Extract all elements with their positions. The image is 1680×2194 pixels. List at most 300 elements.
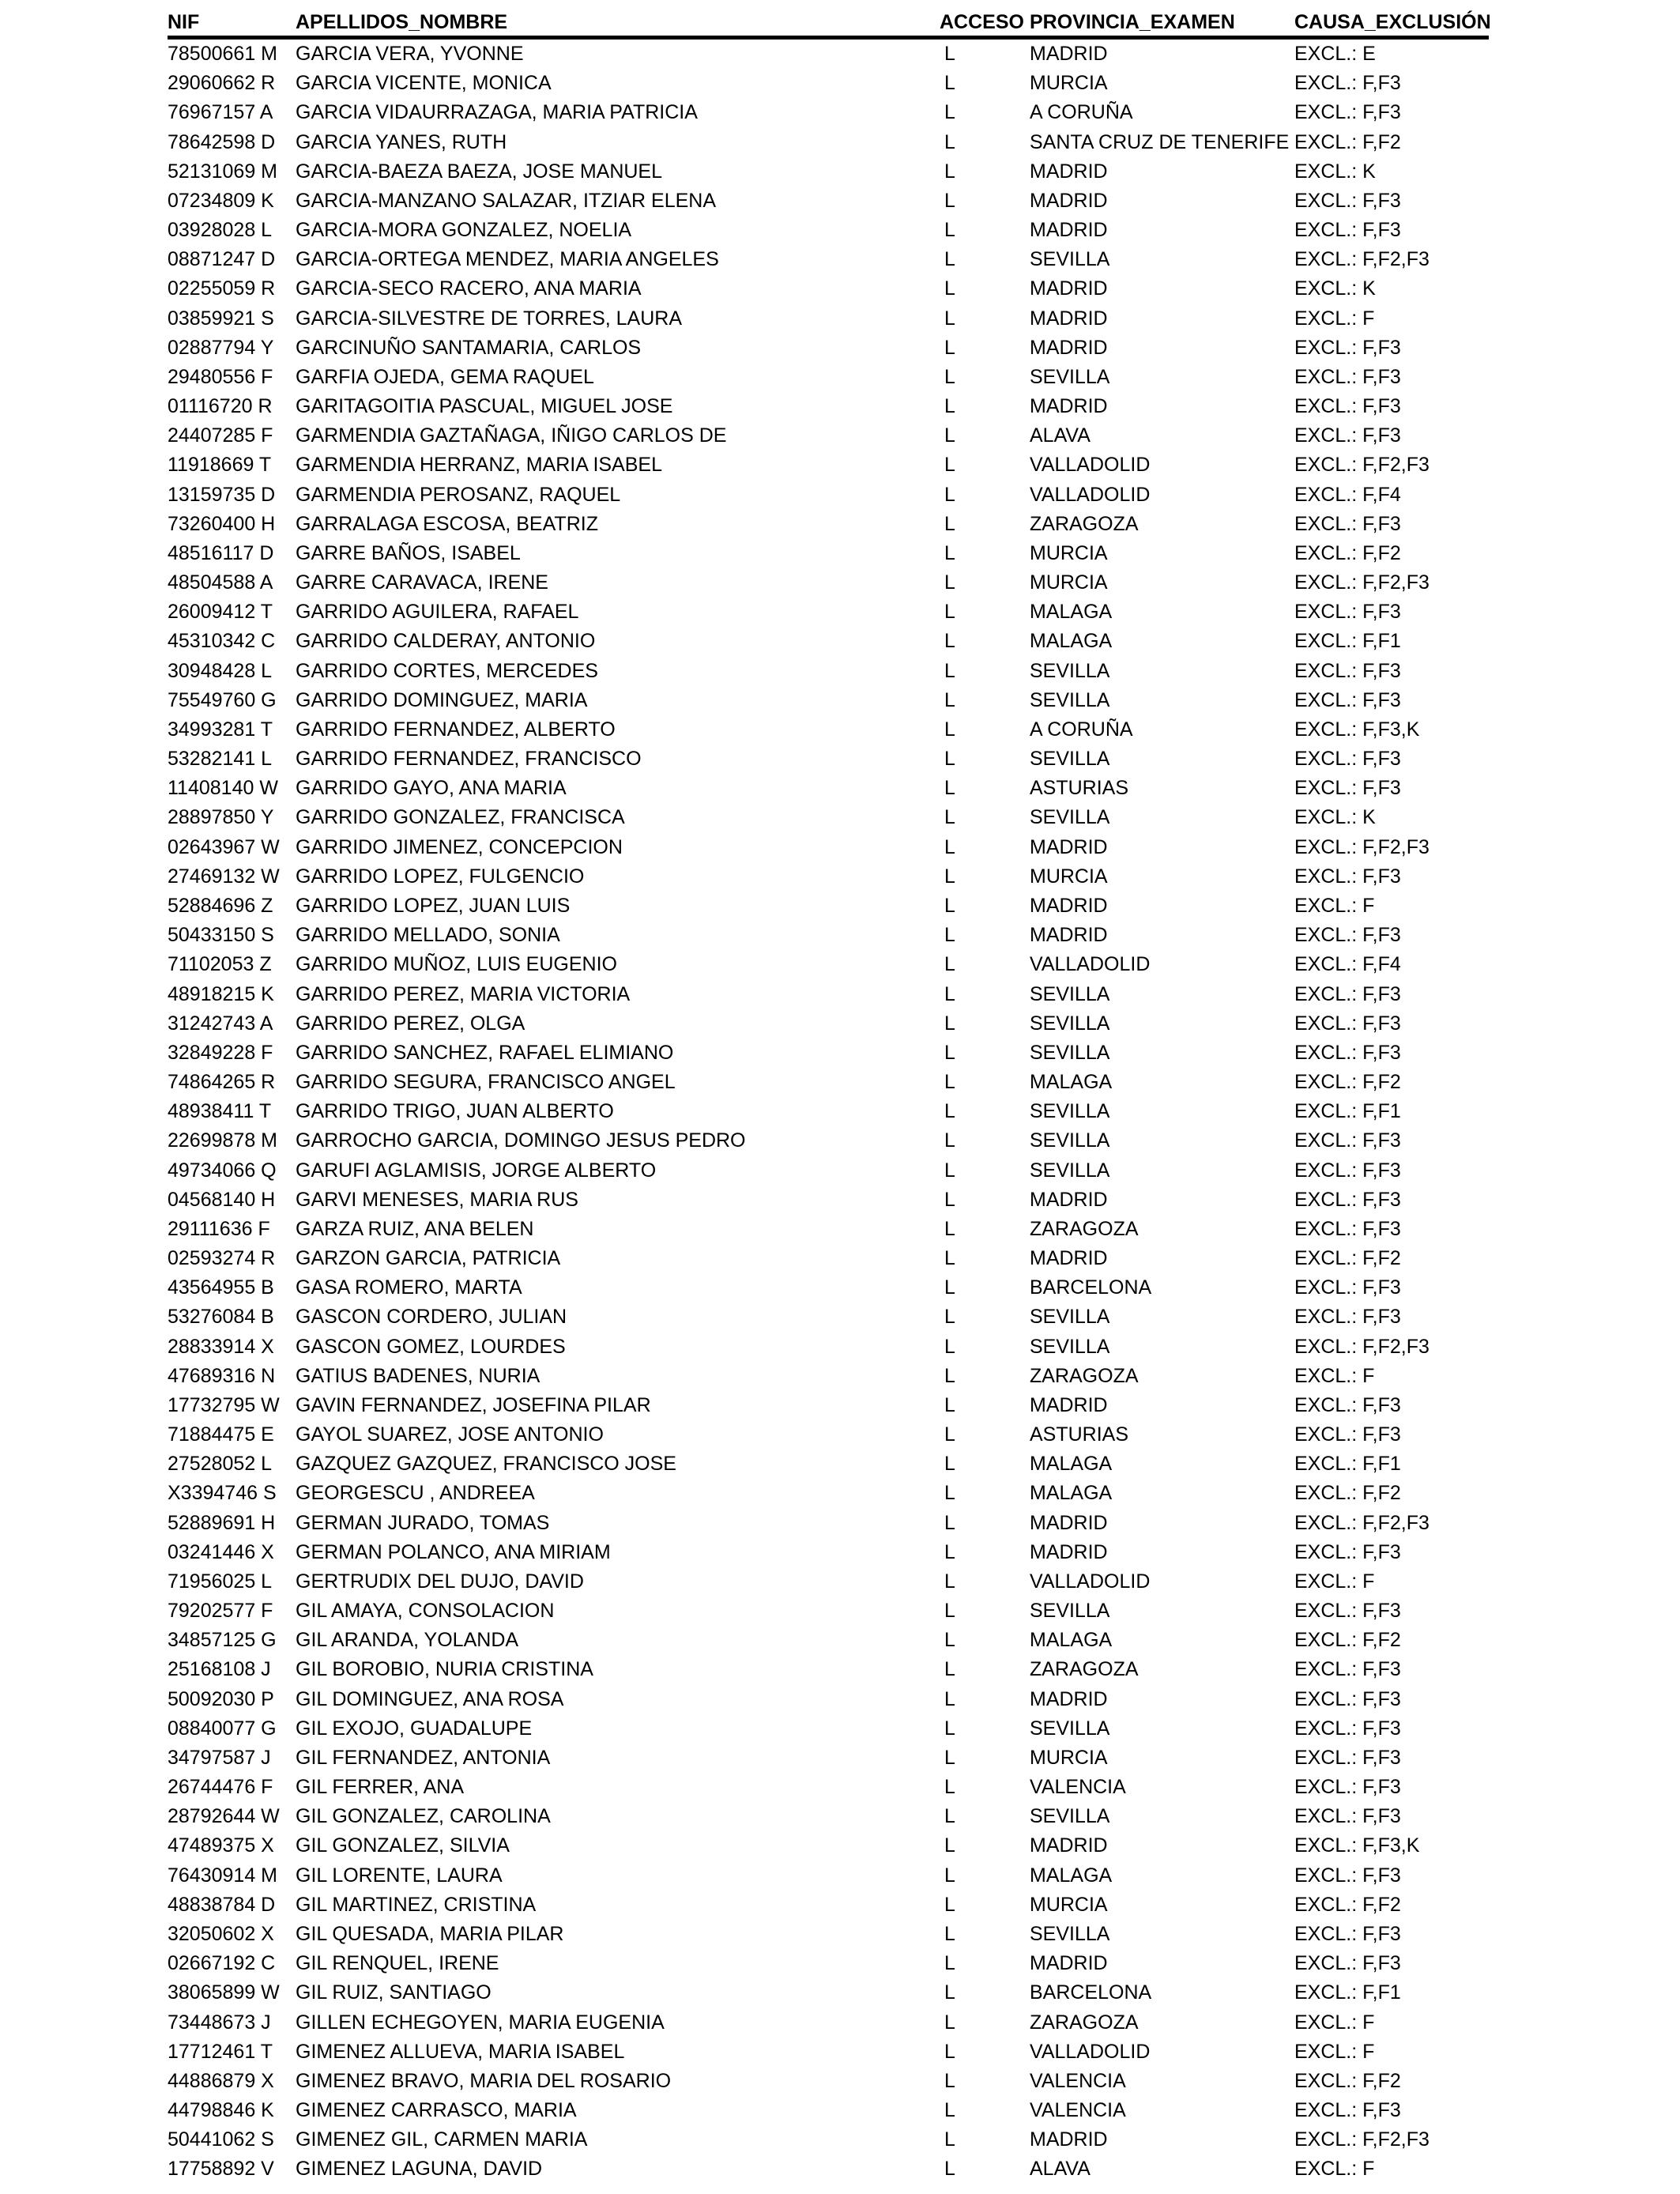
cell-causa: EXCL.: K (1294, 277, 1376, 300)
cell-causa: EXCL.: F,F1 (1294, 1100, 1401, 1123)
cell-acceso: L (944, 1746, 955, 1769)
cell-name: GATIUS BADENES, NURIA (296, 1364, 541, 1387)
cell-provincia: SANTA CRUZ DE TENERIFE (1030, 130, 1290, 153)
cell-acceso: L (944, 2040, 955, 2063)
cell-name: GIL BOROBIO, NURIA CRISTINA (296, 1658, 593, 1681)
table-row (168, 1891, 1489, 1920)
cell-causa: EXCL.: F,F1 (1294, 1453, 1401, 1476)
cell-nif: 47489375 X (168, 1834, 274, 1857)
table-row (168, 1626, 1489, 1655)
cell-provincia: SEVILLA (1030, 806, 1110, 829)
table-row (168, 1861, 1489, 1891)
cell-name: GASCON GOMEZ, LOURDES (296, 1335, 566, 1358)
cell-name: GARRIDO SANCHEZ, RAFAEL ELIMIANO (296, 1041, 674, 1064)
cell-nif: 02255059 R (168, 277, 276, 300)
table-row (168, 421, 1489, 450)
table-row (168, 481, 1489, 510)
cell-name: GARCINUÑO SANTAMARIA, CARLOS (296, 336, 642, 359)
cell-acceso: L (944, 101, 955, 124)
table-row (168, 1273, 1489, 1302)
cell-nif: 29480556 F (168, 365, 273, 388)
cell-provincia: MURCIA (1030, 1746, 1108, 1769)
cell-acceso: L (944, 189, 955, 212)
cell-name: GARRIDO GONZALEZ, FRANCISCA (296, 806, 625, 829)
cell-causa: EXCL.: F,F3,K (1294, 1834, 1420, 1857)
table-row (168, 745, 1489, 774)
cell-causa: EXCL.: F,F3 (1294, 982, 1401, 1005)
cell-provincia: MALAGA (1030, 1453, 1113, 1476)
cell-name: GARRIDO PEREZ, MARIA VICTORIA (296, 982, 631, 1005)
cell-nif: 34993281 T (168, 718, 273, 741)
cell-nif: 32050602 X (168, 1923, 274, 1945)
cell-causa: EXCL.: F,F2 (1294, 1629, 1401, 1652)
cell-nif: 22699878 M (168, 1129, 278, 1152)
cell-causa: EXCL.: F,F3 (1294, 1306, 1401, 1329)
cell-acceso: L (944, 248, 955, 271)
cell-name: GARCIA-MANZANO SALAZAR, ITZIAR ELENA (296, 189, 717, 212)
cell-provincia: SEVILLA (1030, 659, 1110, 682)
cell-provincia: MALAGA (1030, 630, 1113, 653)
cell-nif: 24407285 F (168, 424, 273, 447)
cell-causa: EXCL.: F,F3 (1294, 1717, 1401, 1740)
cell-nif: 07234809 K (168, 189, 274, 212)
cell-causa: EXCL.: F,F3 (1294, 659, 1401, 682)
cell-causa: EXCL.: F,F3 (1294, 101, 1401, 124)
cell-nif: 28897850 Y (168, 806, 274, 829)
cell-causa: EXCL.: F,F3 (1294, 1746, 1401, 1769)
table-row (168, 1333, 1489, 1362)
cell-acceso: L (944, 688, 955, 711)
cell-name: GARCIA-BAEZA BAEZA, JOSE MANUEL (296, 160, 663, 183)
cell-acceso: L (944, 160, 955, 183)
cell-acceso: L (944, 2158, 955, 2181)
cell-causa: EXCL.: F (1294, 1570, 1375, 1593)
table-row (168, 1596, 1489, 1626)
cell-nif: 27528052 L (168, 1453, 273, 1476)
cell-name: GEORGESCU , ANDREEA (296, 1482, 535, 1505)
cell-acceso: L (944, 2099, 955, 2122)
cell-acceso: L (944, 1071, 955, 1094)
cell-acceso: L (944, 953, 955, 976)
cell-causa: EXCL.: F,F3 (1294, 365, 1401, 388)
cell-nif: 01116720 R (168, 395, 273, 418)
table-row (168, 2067, 1489, 2096)
table-row (168, 657, 1489, 686)
cell-provincia: SEVILLA (1030, 1100, 1110, 1123)
cell-nif: 76430914 M (168, 1864, 278, 1887)
table-row (168, 803, 1489, 832)
cell-provincia: VALENCIA (1030, 2099, 1126, 2122)
cell-acceso: L (944, 718, 955, 741)
cell-causa: EXCL.: F,F1 (1294, 1981, 1401, 2004)
cell-nif: 30948428 L (168, 659, 273, 682)
cell-causa: EXCL.: F,F3 (1294, 1540, 1401, 1563)
cell-name: GARUFI AGLAMISIS, JORGE ALBERTO (296, 1159, 657, 1182)
cell-acceso: L (944, 1540, 955, 1563)
cell-nif: 50092030 P (168, 1687, 274, 1710)
cell-name: GARRIDO TRIGO, JUAN ALBERTO (296, 1100, 614, 1123)
cell-name: GARMENDIA PEROSANZ, RAQUEL (296, 483, 621, 506)
cell-provincia: SEVILLA (1030, 1600, 1110, 1623)
table-row (168, 539, 1489, 568)
table-row (168, 1685, 1489, 1714)
cell-name: GARRIDO AGUILERA, RAFAEL (296, 601, 579, 624)
cell-name: GARRIDO JIMENEZ, CONCEPCION (296, 835, 623, 858)
cell-provincia: MALAGA (1030, 1864, 1113, 1887)
cell-causa: EXCL.: F,F3 (1294, 1188, 1401, 1211)
cell-acceso: L (944, 395, 955, 418)
cell-acceso: L (944, 1805, 955, 1828)
cell-nif: 26009412 T (168, 601, 273, 624)
cell-provincia: VALENCIA (1030, 1776, 1126, 1799)
cell-name: GIL DOMINGUEZ, ANA ROSA (296, 1687, 564, 1710)
cell-acceso: L (944, 630, 955, 653)
cell-nif: 47689316 N (168, 1364, 276, 1387)
cell-provincia: MADRID (1030, 1393, 1108, 1416)
header-causa: CAUSA_EXCLUSIÓN (1294, 11, 1491, 33)
cell-nif: 03859921 S (168, 307, 274, 330)
cell-causa: EXCL.: F (1294, 307, 1375, 330)
table-row (168, 98, 1489, 127)
cell-nif: 17712461 T (168, 2040, 273, 2063)
table-row (168, 1538, 1489, 1567)
cell-provincia: BARCELONA (1030, 1276, 1152, 1299)
table-row (168, 1831, 1489, 1860)
cell-causa: EXCL.: F,F2 (1294, 541, 1401, 564)
cell-nif: 29111636 F (168, 1217, 270, 1240)
cell-name: GARRIDO LOPEZ, FULGENCIO (296, 865, 585, 888)
cell-causa: EXCL.: F,F2 (1294, 1071, 1401, 1094)
cell-provincia: MADRID (1030, 924, 1108, 947)
cell-acceso: L (944, 659, 955, 682)
cell-acceso: L (944, 1893, 955, 1916)
cell-name: GERTRUDIX DEL DUJO, DAVID (296, 1570, 584, 1593)
cell-acceso: L (944, 1834, 955, 1857)
table-row (168, 510, 1489, 539)
table-row (168, 216, 1489, 245)
table-row (168, 980, 1489, 1009)
cell-provincia: MADRID (1030, 1834, 1108, 1857)
cell-nif: X3394746 S (168, 1482, 277, 1505)
cell-nif: 11408140 W (168, 777, 278, 800)
cell-provincia: ASTURIAS (1030, 777, 1129, 800)
table-row (168, 1097, 1489, 1126)
cell-causa: EXCL.: K (1294, 806, 1376, 829)
table-row (168, 304, 1489, 334)
cell-name: GARCIA-SECO RACERO, ANA MARIA (296, 277, 642, 300)
cell-causa: EXCL.: F,F3 (1294, 1129, 1401, 1152)
cell-causa: EXCL.: F,F3 (1294, 1393, 1401, 1416)
cell-acceso: L (944, 571, 955, 594)
cell-nif: 08840077 G (168, 1717, 277, 1740)
table-row (168, 450, 1489, 480)
cell-acceso: L (944, 835, 955, 858)
cell-name: GARZON GARCIA, PATRICIA (296, 1247, 561, 1270)
cell-nif: 32849228 F (168, 1041, 273, 1064)
cell-acceso: L (944, 924, 955, 947)
cell-causa: EXCL.: F,F3 (1294, 72, 1401, 95)
cell-causa: EXCL.: F (1294, 2040, 1375, 2063)
table-row (168, 1009, 1489, 1039)
cell-name: GARITAGOITIA PASCUAL, MIGUEL JOSE (296, 395, 673, 418)
cell-provincia: VALLADOLID (1030, 483, 1151, 506)
table-row (168, 627, 1489, 656)
cell-causa: EXCL.: F,F3 (1294, 1276, 1401, 1299)
cell-causa: EXCL.: E (1294, 43, 1376, 65)
cell-causa: EXCL.: F,F3 (1294, 1658, 1401, 1681)
table-row (168, 1714, 1489, 1744)
cell-acceso: L (944, 1217, 955, 1240)
cell-causa: EXCL.: F,F3 (1294, 1805, 1401, 1828)
cell-name: GARRE BAÑOS, ISABEL (296, 541, 521, 564)
cell-name: GIL ARANDA, YOLANDA (296, 1629, 519, 1652)
cell-acceso: L (944, 541, 955, 564)
header-nif: NIF (168, 11, 200, 33)
cell-provincia: SEVILLA (1030, 982, 1110, 1005)
cell-causa: EXCL.: F,F2 (1294, 1893, 1401, 1916)
cell-provincia: MADRID (1030, 1540, 1108, 1563)
cell-name: GARRIDO CALDERAY, ANTONIO (296, 630, 596, 653)
cell-causa: EXCL.: F,F3 (1294, 1952, 1401, 1975)
cell-nif: 11918669 T (168, 454, 272, 477)
cell-name: GIMENEZ BRAVO, MARIA DEL ROSARIO (296, 2069, 672, 2092)
cell-acceso: L (944, 1276, 955, 1299)
cell-provincia: MALAGA (1030, 1482, 1113, 1505)
cell-nif: 29060662 R (168, 72, 276, 95)
cell-provincia: ZARAGOZA (1030, 2011, 1139, 2034)
cell-name: GARRIDO FERNANDEZ, FRANCISCO (296, 748, 642, 771)
cell-nif: 48516117 D (168, 541, 274, 564)
cell-nif: 75549760 G (168, 688, 277, 711)
cell-name: GIL FERNANDEZ, ANTONIA (296, 1746, 551, 1769)
cell-nif: 02593274 R (168, 1247, 276, 1270)
cell-acceso: L (944, 1188, 955, 1211)
cell-name: GIL MARTINEZ, CRISTINA (296, 1893, 537, 1916)
cell-provincia: A CORUÑA (1030, 718, 1133, 741)
cell-acceso: L (944, 424, 955, 447)
cell-acceso: L (944, 777, 955, 800)
cell-acceso: L (944, 1100, 955, 1123)
cell-causa: EXCL.: F,F2,F3 (1294, 454, 1430, 477)
cell-acceso: L (944, 865, 955, 888)
cell-causa: EXCL.: F,F3 (1294, 1864, 1401, 1887)
table-row (168, 1186, 1489, 1215)
cell-nif: 13159735 D (168, 483, 276, 506)
cell-provincia: MADRID (1030, 189, 1108, 212)
table-row (168, 1567, 1489, 1596)
cell-name: GARRIDO FERNANDEZ, ALBERTO (296, 718, 616, 741)
table-row (168, 334, 1489, 363)
cell-provincia: SEVILLA (1030, 1923, 1110, 1945)
cell-provincia: ZARAGOZA (1030, 1658, 1139, 1681)
table-row (168, 40, 1489, 69)
cell-name: GIMENEZ LAGUNA, DAVID (296, 2158, 543, 2181)
cell-name: GARCIA-ORTEGA MENDEZ, MARIA ANGELES (296, 248, 719, 271)
cell-causa: EXCL.: F,F3,K (1294, 718, 1420, 741)
table-row (168, 1949, 1489, 1978)
cell-name: GAYOL SUAREZ, JOSE ANTONIO (296, 1423, 604, 1446)
cell-nif: 03241446 X (168, 1540, 274, 1563)
cell-nif: 52131069 M (168, 160, 278, 183)
table-row (168, 1744, 1489, 1773)
cell-causa: EXCL.: F,F2 (1294, 1247, 1401, 1270)
cell-name: GARRIDO GAYO, ANA MARIA (296, 777, 567, 800)
table-row (168, 1126, 1489, 1155)
header-provincia: PROVINCIA_EXAMEN (1030, 11, 1235, 33)
cell-causa: EXCL.: F,F2 (1294, 2069, 1401, 2092)
cell-nif: 78500661 M (168, 43, 278, 65)
cell-name: GASA ROMERO, MARTA (296, 1276, 522, 1299)
cell-nif: 48838784 D (168, 1893, 276, 1916)
cell-nif: 26744476 F (168, 1776, 273, 1799)
cell-provincia: ZARAGOZA (1030, 1364, 1139, 1387)
table-row (168, 1978, 1489, 2007)
cell-acceso: L (944, 1864, 955, 1887)
table-row (168, 1420, 1489, 1449)
cell-nif: 28833914 X (168, 1335, 274, 1358)
cell-causa: EXCL.: F,F2,F3 (1294, 2128, 1430, 2151)
cell-acceso: L (944, 1600, 955, 1623)
cell-name: GILLEN ECHEGOYEN, MARIA EUGENIA (296, 2011, 665, 2034)
cell-acceso: L (944, 982, 955, 1005)
cell-name: GIMENEZ CARRASCO, MARIA (296, 2099, 577, 2122)
cell-causa: EXCL.: F (1294, 2011, 1375, 2034)
cell-acceso: L (944, 1717, 955, 1740)
cell-acceso: L (944, 277, 955, 300)
cell-nif: 44886879 X (168, 2069, 274, 2092)
cell-acceso: L (944, 2011, 955, 2034)
table-row (168, 1655, 1489, 1684)
cell-nif: 53282141 L (168, 748, 273, 771)
cell-acceso: L (944, 72, 955, 95)
cell-provincia: MADRID (1030, 1687, 1108, 1710)
cell-acceso: L (944, 894, 955, 917)
table-row (168, 892, 1489, 921)
table-row (168, 1244, 1489, 1273)
table-row (168, 921, 1489, 950)
cell-provincia: VALLADOLID (1030, 953, 1151, 976)
cell-causa: EXCL.: F,F3 (1294, 777, 1401, 800)
cell-causa: EXCL.: F,F3 (1294, 219, 1401, 242)
cell-name: GIL QUESADA, MARIA PILAR (296, 1923, 564, 1945)
cell-acceso: L (944, 1335, 955, 1358)
cell-acceso: L (944, 1570, 955, 1593)
cell-name: GARROCHO GARCIA, DOMINGO JESUS PEDRO (296, 1129, 746, 1152)
cell-causa: EXCL.: F,F3 (1294, 2099, 1401, 2122)
cell-name: GARRIDO SEGURA, FRANCISCO ANGEL (296, 1071, 676, 1094)
cell-causa: EXCL.: F,F3 (1294, 1923, 1401, 1945)
cell-name: GARRALAGA ESCOSA, BEATRIZ (296, 512, 598, 535)
cell-provincia: MURCIA (1030, 571, 1108, 594)
cell-nif: 44798846 K (168, 2099, 274, 2122)
cell-causa: EXCL.: F,F3 (1294, 1217, 1401, 1240)
table-row (168, 1039, 1489, 1068)
cell-nif: 78642598 D (168, 130, 276, 153)
cell-nif: 17732795 W (168, 1393, 280, 1416)
cell-acceso: L (944, 806, 955, 829)
cell-name: GASCON CORDERO, JULIAN (296, 1306, 567, 1329)
cell-name: GERMAN JURADO, TOMAS (296, 1511, 550, 1534)
cell-name: GARCIA VIDAURRAZAGA, MARIA PATRICIA (296, 101, 698, 124)
cell-nif: 04568140 H (168, 1188, 276, 1211)
cell-causa: EXCL.: F,F3 (1294, 189, 1401, 212)
cell-provincia: MALAGA (1030, 1629, 1113, 1652)
cell-nif: 74864265 R (168, 1071, 276, 1094)
header-name: APELLIDOS_NOMBRE (296, 11, 508, 33)
cell-nif: 76967157 A (168, 101, 273, 124)
table-row (168, 1391, 1489, 1420)
cell-nif: 38065899 W (168, 1981, 280, 2004)
cell-causa: EXCL.: F,F3 (1294, 424, 1401, 447)
cell-acceso: L (944, 1776, 955, 1799)
cell-name: GARRIDO DOMINGUEZ, MARIA (296, 688, 588, 711)
cell-acceso: L (944, 1393, 955, 1416)
cell-name: GAZQUEZ GAZQUEZ, FRANCISCO JOSE (296, 1453, 676, 1476)
cell-name: GIMENEZ GIL, CARMEN MARIA (296, 2128, 588, 2151)
cell-causa: EXCL.: F,F1 (1294, 630, 1401, 653)
cell-causa: EXCL.: F,F3 (1294, 1012, 1401, 1035)
cell-provincia: MURCIA (1030, 865, 1108, 888)
cell-nif: 71102053 Z (168, 953, 272, 976)
table-row (168, 1068, 1489, 1097)
cell-acceso: L (944, 1482, 955, 1505)
cell-provincia: SEVILLA (1030, 365, 1110, 388)
cell-name: GIL GONZALEZ, SILVIA (296, 1834, 510, 1857)
cell-name: GIL RENQUEL, IRENE (296, 1952, 499, 1975)
table-row (168, 1215, 1489, 1244)
cell-causa: EXCL.: F,F2 (1294, 1482, 1401, 1505)
cell-provincia: VALLADOLID (1030, 1570, 1151, 1593)
cell-nif: 73448673 J (168, 2011, 271, 2034)
cell-nif: 48918215 K (168, 982, 274, 1005)
cell-causa: EXCL.: F,F3 (1294, 512, 1401, 535)
cell-acceso: L (944, 1629, 955, 1652)
cell-causa: EXCL.: F,F3 (1294, 865, 1401, 888)
exclusion-table (168, 6, 1489, 2185)
cell-acceso: L (944, 336, 955, 359)
table-row (168, 2096, 1489, 2125)
cell-provincia: MALAGA (1030, 601, 1113, 624)
table-row (168, 862, 1489, 892)
table-row (168, 833, 1489, 862)
cell-provincia: ALAVA (1030, 2158, 1090, 2181)
table-row (168, 69, 1489, 98)
cell-name: GARRIDO MELLADO, SONIA (296, 924, 560, 947)
table-row (168, 245, 1489, 274)
cell-provincia: MADRID (1030, 1247, 1108, 1270)
table-row (168, 2125, 1489, 2154)
cell-causa: EXCL.: F,F3 (1294, 1159, 1401, 1182)
cell-acceso: L (944, 1306, 955, 1329)
cell-provincia: VALLADOLID (1030, 454, 1151, 477)
cell-causa: EXCL.: F,F2,F3 (1294, 835, 1430, 858)
cell-causa: EXCL.: F,F2,F3 (1294, 571, 1430, 594)
cell-name: GARRIDO MUÑOZ, LUIS EUGENIO (296, 953, 617, 976)
table-row (168, 1362, 1489, 1391)
cell-nif: 31242743 A (168, 1012, 273, 1035)
table-row (168, 1773, 1489, 1802)
table-row (168, 686, 1489, 715)
cell-acceso: L (944, 601, 955, 624)
cell-nif: 71956025 L (168, 1570, 273, 1593)
cell-nif: 17758892 V (168, 2158, 274, 2181)
cell-acceso: L (944, 1923, 955, 1945)
cell-provincia: SEVILLA (1030, 1805, 1110, 1828)
cell-provincia: SEVILLA (1030, 1335, 1110, 1358)
cell-provincia: A CORUÑA (1030, 101, 1133, 124)
cell-nif: 34857125 G (168, 1629, 277, 1652)
cell-nif: 27469132 W (168, 865, 280, 888)
